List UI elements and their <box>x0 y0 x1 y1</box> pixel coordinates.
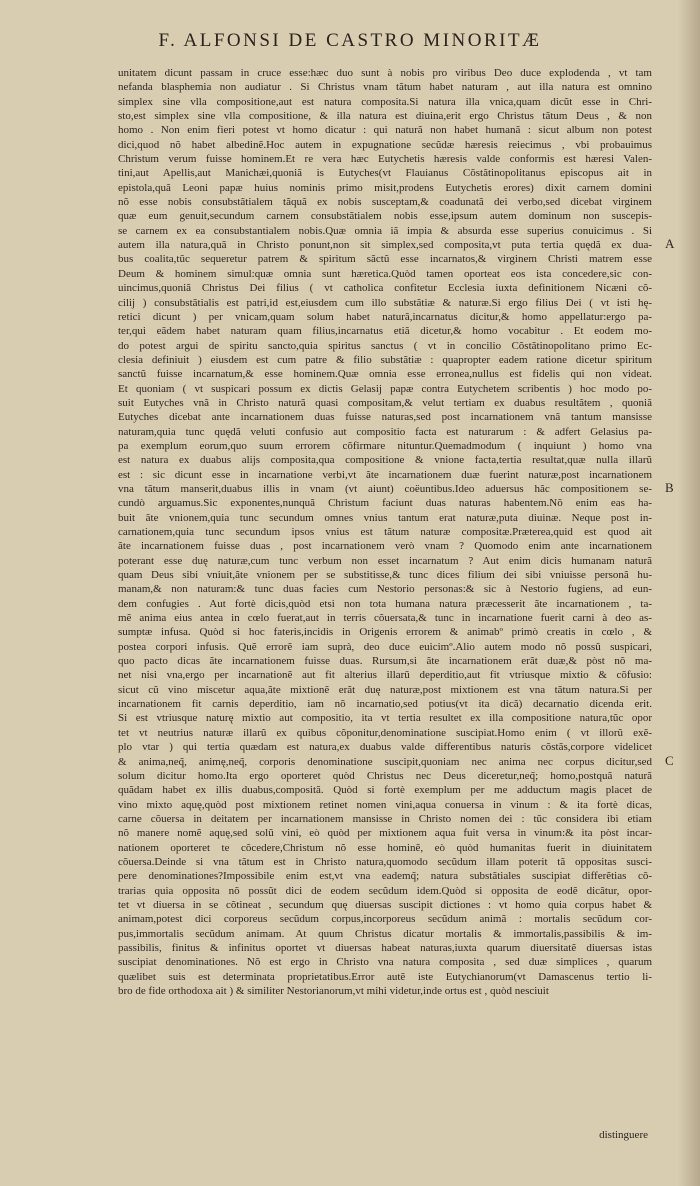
text-line: dem confugies . Aut fortè dicis,quòd etsi non tota humana natura præcesserit ãte incarnationem , ta- <box>118 597 652 610</box>
text-line: cõuersa.Deinde si vna tãtum est in Christo natura,quomodo secũdum illam poterit tã oppositas susci- <box>118 855 652 868</box>
text-line: poterant esse duę naturæ,cum tunc verbum non esset incarnatum ? Aut enim dicis humanam naturã <box>118 554 652 567</box>
text-line: quæ eum genuit,secundum carnem consubstãtialem nobis esse,ipsum autem dominum non suscepis- <box>118 210 652 223</box>
text-line: vna tãtum manserit,duabus illis in vnam (vt aiunt) coëuntibus.Ideo aduersus hãc compositionem se- <box>118 482 652 495</box>
text-line: carne cõuersa in deitatem per incarnationem mansisse in Christo nomen dei : tũc considera ibi etiam <box>118 812 652 825</box>
text-line: pa exemplum eorum,quo suum errorem cõfirmare nituntur.Quemadmodum ( inquiunt ) homo vna <box>118 439 652 452</box>
text-line: cundò arguamus.Sic exponentes,nunquã Christum faciunt duas naturas habentem.Nõ enim eas ha- <box>118 497 652 510</box>
text-line: Christum verum fuisse hominem.Et re vera hæc Eutychetis hæresis valde conformis est hæresi Valen- <box>118 153 652 166</box>
text-line: buit ãte vnionem,quia tunc secundum omnes vnius tantum erat naturæ,puta diuinæ. Neque post in- <box>118 511 652 524</box>
text-line: clesia definiuit ) eiusdem est cum patre & filio substãtiæ : quapropter eadem ratione dicetur spiritum <box>118 353 652 366</box>
text-line: nationem oporteret te cõcedere,Christum nõ esse hominẽ, eò quòd humanitas fuerit in diuinitatem <box>118 841 652 854</box>
text-line: quãdam habet ex illis duabus,compositã. Quòd si fortè exemplum per me adductum magis placet de <box>118 784 652 797</box>
text-line: nõ manere nomẽ aquę,sed solũ vini, eò quòd per mixtionem aqua fuit versa in vinum:& ita pòst incar- <box>118 827 652 840</box>
margin-marker: A <box>665 236 675 252</box>
text-line: quam Deus sibi vniuit,ãte vnionem per se substitisse,& tunc dices filium dei sibi vniuisse personã hu- <box>118 569 652 582</box>
margin-marker: C <box>665 752 674 768</box>
text-line: Et quoniam ( vt suspicari possum ex dictis Gelasij papæ contra Eutychetem scribentis ) hoc modo po- <box>118 382 652 395</box>
text-line: postea corpori infusis. Quẽ errorẽ iam suprà, deo duce euicimº.Alio autem modo nõ possũ suspicari, <box>118 640 652 653</box>
text-line: carnationem,quia tunc secundum ipsos vnius est tãtum naturæ compositæ.Præterea,quid est quod ait <box>118 526 652 538</box>
text-line: vino mixto aquę,quòd post mixtionem retinet nomen vini,aqua conuersa in vinum : & ita fortè dicas, <box>118 798 652 811</box>
text-line: suscipiat denominationes. Nõ est ergo in Christo vna natura composita , sed duæ simplices , quarum <box>118 956 652 969</box>
text-line: sumptæ infusa. Quòd si hoc fateris,incidis in Origenis errorem & animabº primò creatis in cœlo , & <box>118 626 652 639</box>
text-line: incarnationem fit carnis deperditio, iam nõ incarnatio,sed potius(vt ita dicã) decarnatio dicenda erit. <box>118 698 652 711</box>
text-line: tini,aut Apellis,aut Manichæi,quoniã is Eutyches(vt Flauianus Cõstãtinopolitanus episcopus ait in <box>118 167 652 180</box>
text-line: tet vt neutrius naturæ illarũ ex quibus cõponitur,denominatione suscipiat.Homo enim ( vt illorũ exẽ- <box>118 726 652 739</box>
text-line: retici dicunt ) per vnicam,quam solum habet naturã,incarnatus dicitur,& homo appellatur:ergo pa- <box>118 310 652 323</box>
text-line: naturam,quia tunc quędã veluti confusio aut compositio facta est naturarum : & adfert Gelasius pa- <box>118 425 652 438</box>
text-line: bus coalita,tũc sequeretur patrem & spiritum sãctũ esse incarnatos,& virginem Christi matrem esse <box>118 253 652 266</box>
text-line: quo pacto dicas ãte incarnationem fuisse duas. Rursum,si ãte incarnationem erãt duæ,& pòst nõ ma- <box>118 655 652 668</box>
text-line: epistola,quã Leoni papæ huius nominis primo misit,prodens Eutychetis erores) dixit carnem domini <box>118 181 652 194</box>
text-line: manam,& non naturam:& tunc duas facies cum Nestorio personas:& sic à Nestorio fugiens, ad eun- <box>118 583 652 596</box>
page-edge-shadow <box>678 0 700 1186</box>
text-line: Deum & hominem simul:quæ omnia sunt hæretica.Quòd tamen oporteat eos ista concedere,sic con- <box>118 267 652 280</box>
text-line: sicut cũ vino miscetur aqua,ãte mixtionẽ erãt duę naturæ,post mixtionem est vna tãtum natura.Si per <box>118 683 652 696</box>
text-line: se carnem ex ea consubstantialem nobis.Quæ omnia iã impia & absurda esse superius conuicimus . Si <box>118 224 652 237</box>
margin-marker: B <box>665 480 674 496</box>
text-line: homo . Non enim fieri potest vt homo dicatur : qui naturã non habet humanã : sicut album non potest <box>118 124 652 137</box>
text-line: est natura ex duabus alijs composita,qua compositione & vnione facta,tertia resultat,quæ nulla illarũ <box>118 454 652 467</box>
text-line: simplex sine vlla compositione,aut est natura composita.Si natura illa vnica,quam dicũt esse in Chri- <box>118 95 652 108</box>
text-line: bro de fide orthodoxa ait ) & similiter Nestorianorum,vt mihi videtur,inde ortus est , quòd nesciuit <box>118 985 549 997</box>
text-line: est : sic dicunt esse in incarnatione verbi,vt ãte incarnationem duæ fuerint naturæ,post incarnationem <box>118 468 652 481</box>
text-line: sanctũ fuisse incarnatum,& esse hominem.Quæ omnia esse erronea,nullus est fidelis qui non videat. <box>118 368 652 381</box>
text-line: net nisi vna,ergo per incarnationẽ aut fit alterius illarũ deperditio,aut fit vtriusque mixtio & cõfusio: <box>118 669 652 682</box>
text-line: ãte incarnationem fuisse duas , post incarnationem verò vnam ? Quomodo enim ante incarnationem <box>118 540 652 553</box>
text-line: unitatem dicunt passam in cruce esse:hæc duo sunt à nobis pro viribus Deo duce explodenda , vt tam <box>118 67 652 79</box>
text-line: pus,immortalis secũdum animam. At quum Christus dicatur mortalis & immortalis,passibilis & im- <box>118 927 652 940</box>
text-line: quælibet suis est determinata proprietatibus.Error autẽ iste Eutychianorum(vt Damascenus tertio li- <box>118 970 652 983</box>
text-line: tet vt diuersa in se cõtineat , secundum quę diuersas suscipit dictiones : vt homo quia corpus habet & <box>118 898 652 911</box>
text-line: solum dicitur homo.Ita ergo oporteret quòd Christus nec Deus diceretur,neq̃; homo,postquã naturã <box>118 769 652 782</box>
text-line: plo vtar ) qui tertia quædam est natura,ex duabus valde differentibus naturis cõstãs,corpore videlicet <box>118 741 652 754</box>
text-line: mẽ anima eius antea in cœlo fuerat,aut in terris cõuersata,& tunc in incarnatione fuerit carni à deo as- <box>118 612 652 625</box>
text-line: cilij ) consubstãtialis est patri,id est,eiusdem cum illo substãtiæ & naturæ.Si ergo filius Dei ( vt isti hę- <box>118 296 652 309</box>
text-line: Eutyches dicebat ante incarnationem duas fuisse naturas,sed post incarnationem vnã tantum mansisse <box>118 411 652 424</box>
text-line: trarias quia opposita nõ possũt dici de eodem secũdum idem.Quòd si opposita de eodẽ dicãtur, opor- <box>118 884 652 897</box>
text-line: pere denominationes?Impossibile enim est,vt vna eademq̃; natura substãtiales suscipiat differẽtias cõ- <box>118 870 652 883</box>
text-line: ter,qui eãdem habet naturam quam filius,incarnatus etiã dicetur,& homo vocabitur . Et eodem mo- <box>118 325 652 338</box>
text-line: passibilis, finitus & infinitus oportet vt diuersas habeat naturas,iuxta quarum diuersitatẽ diuersas istas <box>118 941 652 954</box>
catchword: distinguere <box>599 1129 648 1141</box>
text-line: sto,est simplex sine vlla compositione, & illa natura est diuina,erit ergo Christus tãtum Deus , & non <box>118 110 652 123</box>
text-line: dici,quod nõ habet albedinẽ.Hoc autem in expugnatione secũdæ hæresis reiecimus , vbi probauimus <box>118 138 652 151</box>
text-line: & anima,neq̃, animę,neq̃, corporis denominatione suscipit,quoniam nec anima nec corpus dicitur,sed <box>118 755 652 768</box>
text-line: suit Eutyches vnã in Christo naturã quasi compositam,& velut tertiam ex duabus resultãtem , quoniã <box>118 396 652 409</box>
text-line: Si est vtriusque naturę mixtio aut compositio, ita vt tertia resultet ex illa compositione natura,tũc opor <box>118 712 652 725</box>
text-line: autem illa natura,quã in Christo ponunt,non sit simplex,sed composita,vt puta tertia quędã ex dua- <box>118 239 652 252</box>
running-header: F. ALFONSI DE CASTRO MINORITÆ <box>158 30 542 51</box>
text-line: do potest argui de spiritu sancto,quia spiritus sanctus ( vt in concilio Cõstãtinopolitano primo Ec- <box>118 339 652 352</box>
text-line: uincimus,quoniã Christus Dei filius ( vt catholica confitetur Ecclesia iuxta definitionem Nicæni cõ- <box>118 282 652 295</box>
text-line: animam,potest dici corporeus secũdum corpus,incorporeus secũdum animã : mortalis secũdum cor- <box>118 913 652 926</box>
text-line: nefanda blasphemia non audiatur . Si Christus vnam tãtum habet naturam , aut illa natura est omnino <box>118 81 652 94</box>
body-text <box>118 66 652 998</box>
text-line: nõ esse nobis consubstãtialem tãquã ex nobis susceptam,& coadunatã dei verbo,sed dicebat virginem <box>118 196 652 209</box>
